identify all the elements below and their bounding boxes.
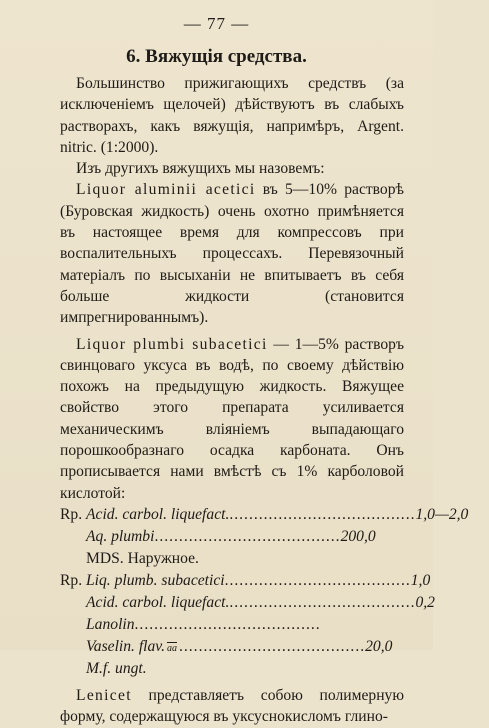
rx-ingredient: Lanolin xyxy=(86,615,135,633)
rx-amount: 200,0 xyxy=(340,527,376,545)
rx-amount: 1,0 xyxy=(410,571,431,589)
page-body xyxy=(60,73,469,728)
prescription-row xyxy=(60,636,404,658)
prescription-row xyxy=(60,526,404,548)
rx-signa: MDS. Наружное. xyxy=(86,549,199,567)
paragraph-1: Большинство прижигающихъ средствъ (за исключеніемъ щелочей) дѣйствуютъ въ слабыхъ растворахъ, какъ вяжущія, напримѣръ, Argent. nitric. (1:2000). xyxy=(60,75,404,156)
rx-signa: M.f. ungt. xyxy=(86,659,147,677)
paragraph-lenicet xyxy=(60,685,404,728)
leader-dots: ...................................... xyxy=(224,571,411,589)
drug-name-plumbi: Liquor plumbi subacetici xyxy=(76,335,268,353)
drug-name-aluminii: Liquor aluminii acetici xyxy=(76,181,256,199)
paragraph-plumbi xyxy=(60,334,404,504)
paragraph-aluminii xyxy=(60,179,404,328)
prescription-row xyxy=(60,592,435,614)
rx-ingredient: Acid. carbol. liquefact. xyxy=(86,593,230,611)
rx-ana-mark: $\overline{aa}$ xyxy=(166,642,177,654)
prescription-signa xyxy=(60,548,404,570)
paragraph-plumbi-text: — 1—5% растворъ свинцоваго уксуса въ водѣ, по своему дѣйствію похожъ на предыдущую жидкость. Вяжущее свойство этого препарата усиливается механическимъ вліяніемъ выпадающаго порошкообразнаго осадка карбоната. Онъ прописывается нами вмѣстѣ съ 1% карболовой кислотой: xyxy=(60,335,405,502)
rx-lead: Rp. xyxy=(60,571,83,589)
prescription-row xyxy=(60,504,469,526)
leader-dots: ...................................... xyxy=(229,505,416,523)
prescription-row xyxy=(60,614,404,636)
rx-ingredient: Aq. plumbi xyxy=(86,527,155,545)
prescription-1 xyxy=(60,504,469,570)
rx-ingredient: Vaselin. flav. xyxy=(86,637,165,655)
rx-amount: 0,2 xyxy=(415,593,435,611)
rx-amount: 1,0—2,0 xyxy=(415,505,469,523)
leader-dots: ...................................... xyxy=(229,593,416,611)
drug-name-lenicet: Lenicet xyxy=(76,686,132,704)
rx-amount: 20,0 xyxy=(365,637,393,655)
paragraph-lenicet-text: представляетъ собою полимерную форму, содержащуюся въ уксуснокисломъ глино- xyxy=(60,686,404,726)
prescription-2 xyxy=(60,570,435,680)
leader-dots: ...................................... xyxy=(154,527,341,545)
prescription-row xyxy=(60,570,431,592)
leader-dots: ...................................... xyxy=(178,637,366,655)
paragraph-2: Изъ другихъ вяжущихъ мы назовемъ: xyxy=(76,160,325,178)
rx-ingredient: Acid. carbol. liquefact. xyxy=(86,505,230,523)
paragraph-aluminii-text: въ 5—10% растворѣ (Буровская жидкость) очень охотно примѣняется въ настоящее время для компрессовъ при воспалительныхъ процессахъ. Перевязочный матеріалъ по высыханіи не впитываетъ въ себя больше жидкости (становится импрегнированнымъ). xyxy=(60,181,404,327)
rx-lead: Rp. xyxy=(60,505,83,523)
leader-dots: ...................................... xyxy=(134,615,321,633)
prescription-signa xyxy=(60,658,404,680)
section-heading: 6. Вяжущія средства. xyxy=(126,46,307,67)
rx-ingredient: Liq. plumb. subacetici xyxy=(86,571,225,589)
page-number: — 77 — xyxy=(183,14,250,33)
